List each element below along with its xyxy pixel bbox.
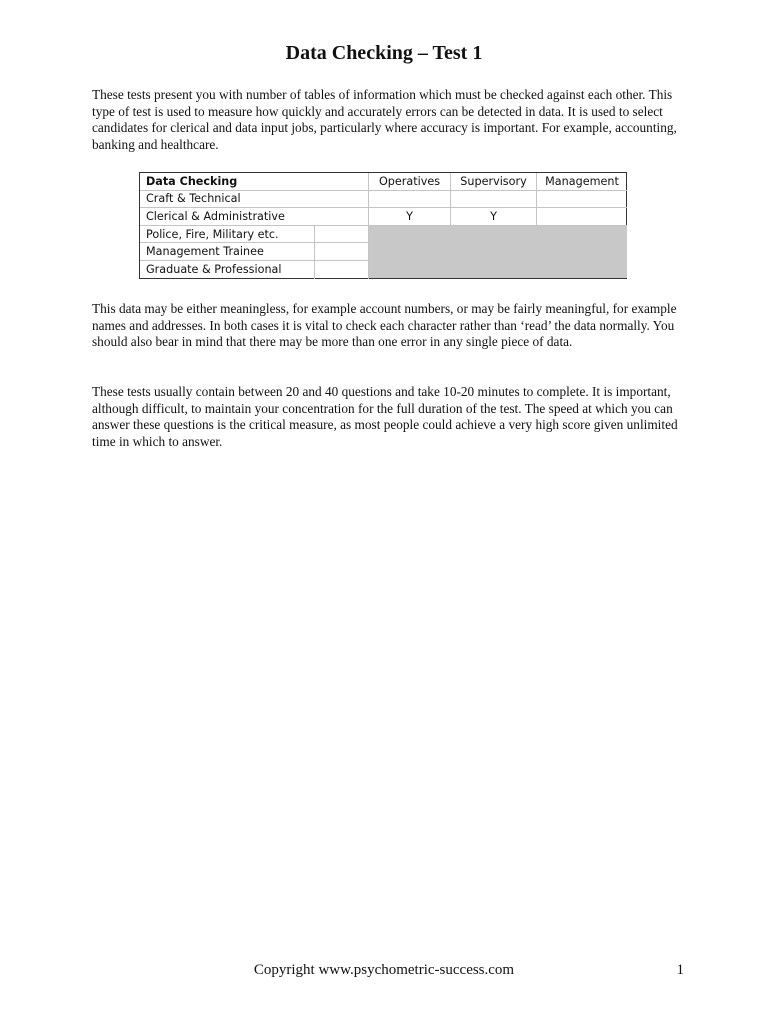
- table-cell-management: [537, 208, 627, 226]
- table-header-operatives: Operatives: [369, 173, 451, 191]
- table-cell-supervisory: Y: [451, 208, 537, 226]
- shaded-region: [369, 226, 627, 278]
- table-header-data-checking: Data Checking: [140, 173, 369, 191]
- table-header-supervisory: Supervisory: [451, 173, 537, 191]
- job-level-table: [139, 172, 627, 279]
- table-row-label: Management Trainee: [140, 243, 315, 261]
- table-cell-blank: [315, 226, 369, 244]
- table-row-label: Graduate & Professional: [140, 261, 315, 279]
- table-cell-operatives: [369, 191, 451, 209]
- page-number: 1: [676, 962, 684, 978]
- intro-paragraph: These tests present you with number of tables of information which must be checked against each other. This type of test is used to measure how quickly and accurately errors can be detected in data. It is used to select candidates for clerical and data input jobs, particularly where accuracy is important. For example, accounting, banking and healthcare.: [92, 87, 677, 152]
- table-row-label: Craft & Technical: [140, 191, 369, 209]
- table-cell-blank: [315, 261, 369, 279]
- table-header-management: Management: [537, 173, 627, 191]
- table-cell-management: [537, 191, 627, 209]
- table-cell-operatives: Y: [369, 208, 451, 226]
- table-cell-supervisory: [451, 191, 537, 209]
- page-title: Data Checking – Test 1: [285, 42, 483, 64]
- body-paragraph: These tests usually contain between 20 and 40 questions and take 10-20 minutes to complete. It is important, although difficult, to maintain your concentration for the full duration of the test. The speed at which you can answer these questions is the critical measure, as most people could achieve a very high score given unlimited time in which to answer.: [92, 384, 678, 449]
- body-paragraph: This data may be either meaningless, for example account numbers, or may be fairly meaningful, for example names and addresses. In both cases it is vital to check each character rather than ‘read’ the data normally. You should also bear in mind that there may be more than one error in any single piece of data.: [92, 301, 677, 349]
- table-row-label: Clerical & Administrative: [140, 208, 369, 226]
- table-cell-blank: [315, 243, 369, 261]
- table-row-label: Police, Fire, Military etc.: [140, 226, 315, 244]
- copyright-footer: Copyright www.psychometric-success.com: [253, 962, 515, 978]
